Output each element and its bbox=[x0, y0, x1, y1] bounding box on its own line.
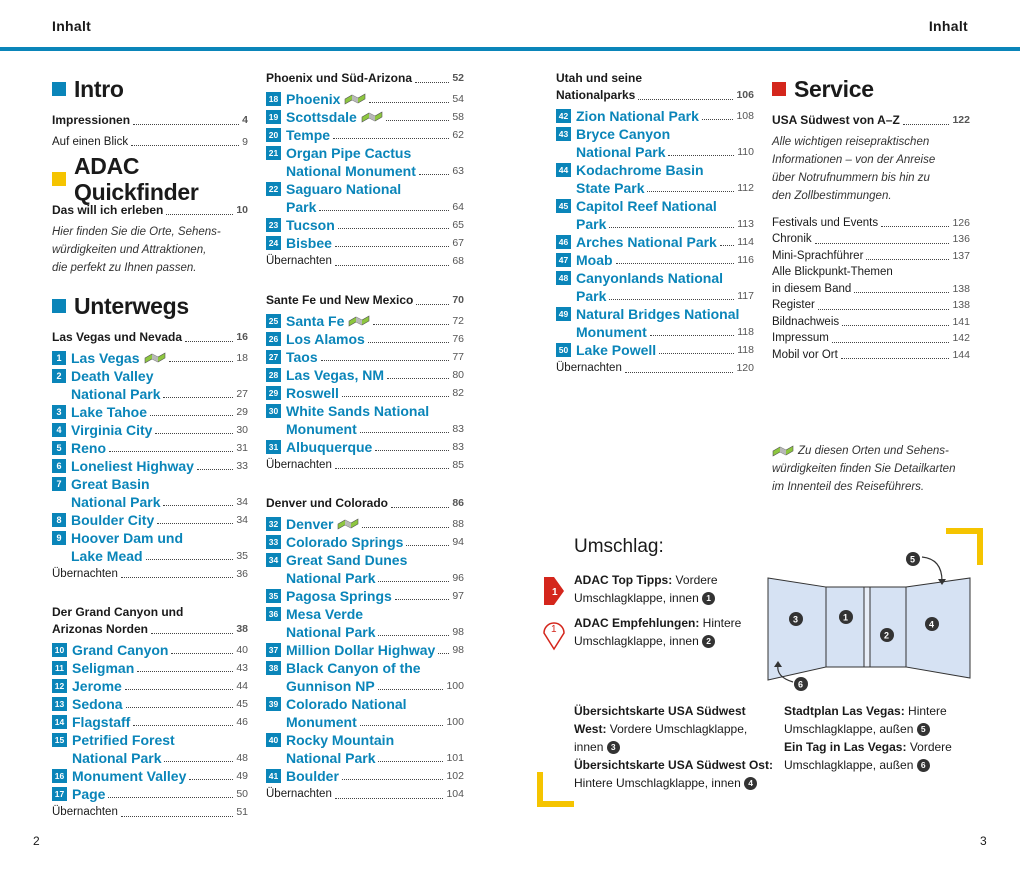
toc-line[interactable]: Impressionen 4 bbox=[52, 113, 248, 127]
entry-name: Page bbox=[72, 786, 106, 802]
entry-name: Boulder City bbox=[71, 511, 155, 528]
service-heading bbox=[772, 74, 970, 104]
entry-name: Black Canyon of the bbox=[286, 660, 421, 676]
entry-number-badge: 13 bbox=[52, 697, 67, 711]
entry-number-badge: 14 bbox=[52, 715, 67, 729]
entry-number-badge: 20 bbox=[266, 128, 281, 142]
empfehlung-badge-icon bbox=[543, 617, 565, 651]
toc-entry[interactable] bbox=[266, 659, 464, 677]
unterwegs-heading bbox=[52, 291, 248, 321]
entry-name: Grand Canyon bbox=[72, 642, 169, 658]
toc-entry[interactable]: Park 113 bbox=[576, 216, 754, 232]
toc-entry[interactable]: 11 Seligman 43 bbox=[52, 659, 248, 677]
entry-name: National Park bbox=[286, 750, 376, 766]
entry-number-badge: 47 bbox=[556, 253, 571, 267]
entry-name: Natural Bridges National bbox=[576, 306, 740, 322]
svg-text:1: 1 bbox=[552, 587, 558, 598]
entry-name: Bisbee bbox=[286, 235, 332, 251]
col1-groups bbox=[52, 329, 248, 821]
entry-number-badge: 11 bbox=[52, 661, 67, 675]
svg-text:5: 5 bbox=[910, 554, 916, 565]
entry-number-badge: 8 bbox=[52, 513, 66, 527]
toc-entry[interactable]: 18 Phoenix 54 bbox=[266, 90, 464, 108]
entry-name: Zion National Park bbox=[576, 108, 699, 124]
map-icon bbox=[337, 518, 359, 530]
map-icon bbox=[344, 93, 366, 105]
entry-number-badge: 25 bbox=[266, 314, 281, 328]
entry-name: Great Basin bbox=[71, 475, 150, 492]
entry-number-badge: 44 bbox=[556, 163, 571, 177]
number-circle: 1 bbox=[702, 592, 715, 605]
toc-entry[interactable] bbox=[266, 551, 464, 569]
toc-entry[interactable]: 50 Lake Powell 118 bbox=[556, 341, 754, 359]
toc-entry[interactable]: 42 Zion National Park 108 bbox=[556, 107, 754, 125]
diagram-label-2 bbox=[880, 628, 894, 642]
entry-number-badge: 12 bbox=[52, 679, 67, 693]
entry-name: Denver bbox=[286, 516, 334, 532]
overnight-line[interactable]: Übernachten 36 bbox=[52, 567, 248, 580]
service-item[interactable]: Bildnachweis 141 bbox=[772, 315, 970, 328]
entry-name: Gunnison NP bbox=[286, 678, 375, 694]
entry-name: Park bbox=[286, 199, 317, 215]
diagram-label-1 bbox=[839, 610, 853, 624]
entry-name: National Park bbox=[71, 493, 161, 510]
top-tipps-note: ADAC Top Tipps: Vordere Umschlagklappe, innen 1 bbox=[574, 573, 718, 605]
entry-number-badge: 18 bbox=[266, 92, 281, 106]
quickfinder-square-icon bbox=[52, 172, 66, 186]
quickfinder-heading bbox=[52, 153, 248, 205]
intro-title: Intro bbox=[74, 76, 124, 102]
toc-entry[interactable] bbox=[266, 180, 464, 198]
entry-number-badge: 21 bbox=[266, 146, 281, 160]
toc-entry[interactable]: 47 Moab 116 bbox=[556, 251, 754, 269]
entry-number-badge: 49 bbox=[556, 307, 571, 321]
entry-number-badge: 6 bbox=[52, 459, 66, 473]
column-4 bbox=[772, 70, 970, 363]
service-item[interactable]: Chronik 136 bbox=[772, 233, 970, 245]
entry-number-badge: 22 bbox=[266, 182, 281, 196]
entry-name: Rocky Mountain bbox=[286, 732, 395, 748]
service-title: Service bbox=[794, 76, 874, 102]
entry-name: Million Dollar Highway bbox=[286, 642, 436, 658]
toc-entry[interactable] bbox=[556, 125, 754, 143]
overview-maps-note: Übersichtskarte USA Südwest West: Vordere Umschlagklappe, innen 3 Übersichtskarte USA Südwest Ost: Hintere Umschlagklappe, innen 4 bbox=[574, 704, 773, 790]
entry-name: Colorado National bbox=[286, 696, 407, 712]
entry-number-badge: 40 bbox=[266, 733, 281, 747]
map-icon bbox=[772, 445, 794, 457]
toc-entry[interactable]: 31 Albuquerque 83 bbox=[266, 438, 464, 456]
entry-name: Flagstaff bbox=[72, 714, 131, 730]
toc-entry[interactable] bbox=[52, 529, 248, 547]
group-title[interactable]: Las Vegas und Nevada 16 bbox=[52, 329, 248, 344]
toc-entry[interactable]: National Park 48 bbox=[72, 750, 248, 766]
entry-number-badge: 39 bbox=[266, 697, 281, 711]
entry-number-badge: 33 bbox=[266, 535, 281, 549]
service-item[interactable]: Impressum 142 bbox=[772, 332, 970, 344]
toc-entry[interactable]: 24 Bisbee 67 bbox=[266, 234, 464, 252]
entry-name: Monument bbox=[576, 324, 647, 340]
entry-number-badge: 7 bbox=[52, 477, 66, 491]
toc-entry[interactable]: 16 Monument Valley 49 bbox=[52, 767, 248, 785]
umschlag-title: Umschlag: bbox=[574, 536, 664, 557]
header-right: Inhalt bbox=[928, 18, 968, 34]
toc-entry[interactable]: National Park 34 bbox=[71, 493, 248, 510]
column-2 bbox=[266, 70, 464, 803]
entry-name: Park bbox=[576, 216, 607, 232]
toc-entry[interactable]: State Park 112 bbox=[576, 180, 754, 196]
toc-entry[interactable]: Gunnison NP 100 bbox=[286, 678, 464, 694]
svg-text:6: 6 bbox=[798, 679, 804, 690]
entry-name: Lake Tahoe bbox=[71, 403, 147, 420]
entry-name: Kodachrome Basin bbox=[576, 162, 704, 178]
toc-entry[interactable]: 20 Tempe 62 bbox=[266, 126, 464, 144]
entry-name: Reno bbox=[71, 439, 106, 456]
svg-text:4: 4 bbox=[929, 619, 935, 630]
quickfinder-description: Hier finden Sie die Orte, Sehens- würdigkeiten und Attraktionen, die perfekt zu Ihnen passen. bbox=[52, 225, 221, 274]
diagram-label-6 bbox=[794, 677, 808, 691]
service-item[interactable]: Alle Blickpunkt-Themen bbox=[772, 266, 893, 278]
entry-name: Sedona bbox=[72, 696, 123, 712]
entry-name: Phoenix bbox=[286, 91, 341, 107]
entry-number-badge: 9 bbox=[52, 531, 66, 545]
toc-entry[interactable]: 19 Scottsdale 58 bbox=[266, 108, 464, 126]
entry-name: National Park bbox=[286, 570, 376, 586]
entry-number-badge: 28 bbox=[266, 368, 281, 382]
map-icon bbox=[348, 315, 370, 327]
entry-name: National Park bbox=[72, 750, 162, 766]
entry-number-badge: 23 bbox=[266, 218, 281, 232]
entry-name: Petrified Forest bbox=[72, 732, 175, 748]
entry-number-badge: 50 bbox=[556, 343, 571, 357]
entry-name: National Park bbox=[286, 624, 376, 640]
entry-number-badge: 43 bbox=[556, 127, 571, 141]
column-1 bbox=[52, 70, 248, 821]
entry-number-badge: 27 bbox=[266, 350, 281, 364]
empfehlungen-note: ADAC Empfehlungen: Hintere Umschlagklappe, innen 2 bbox=[574, 616, 742, 648]
entry-number-badge: 1 bbox=[52, 351, 66, 365]
entry-name: Lake Mead bbox=[71, 547, 143, 564]
toc-entry[interactable] bbox=[556, 161, 754, 179]
toc-entry[interactable]: 27 Taos 77 bbox=[266, 348, 464, 366]
entry-name: Moab bbox=[576, 252, 613, 268]
toc-entry[interactable]: National Park 98 bbox=[286, 624, 464, 640]
entry-name: Park bbox=[576, 288, 607, 304]
overnight-line[interactable]: Übernachten 85 bbox=[266, 458, 464, 471]
group-title[interactable]: Phoenix und Süd-Arizona 52 bbox=[266, 71, 464, 85]
entry-number-badge: 48 bbox=[556, 271, 571, 285]
svg-text:2: 2 bbox=[884, 630, 890, 641]
entry-number-badge: 46 bbox=[556, 235, 571, 249]
toc-entry[interactable]: 5 Reno 31 bbox=[52, 439, 248, 457]
toc-entry[interactable]: 46 Arches National Park 114 bbox=[556, 233, 754, 251]
toc-entry[interactable]: 14 Flagstaff 46 bbox=[52, 713, 248, 731]
toc-entry[interactable]: National Park 110 bbox=[576, 144, 754, 160]
group-title[interactable]: Arizonas Norden 38 bbox=[52, 622, 248, 636]
entry-number-badge: 19 bbox=[266, 110, 281, 124]
toc-entry[interactable]: 37 Million Dollar Highway 98 bbox=[266, 641, 464, 659]
service-item[interactable]: Mobil vor Ort 144 bbox=[772, 348, 970, 361]
entry-name: Lake Powell bbox=[576, 342, 657, 358]
overnight-line[interactable]: Übernachten 51 bbox=[52, 806, 248, 818]
number-circle: 3 bbox=[607, 741, 620, 754]
toc-entry[interactable]: National Park 101 bbox=[286, 750, 464, 766]
entry-name: Mesa Verde bbox=[286, 606, 364, 622]
toc-entry[interactable]: National Park 96 bbox=[286, 570, 464, 586]
toc-entry[interactable]: 8 Boulder City 34 bbox=[52, 511, 248, 529]
service-item[interactable]: in diesem Band 138 bbox=[772, 282, 970, 295]
entry-name: Virginia City bbox=[71, 421, 153, 438]
entry-number-badge: 15 bbox=[52, 733, 67, 747]
col3-groups bbox=[556, 70, 754, 377]
toc-line[interactable]: Das will ich erleben 10 bbox=[52, 203, 248, 217]
entry-name: Canyonlands National bbox=[576, 270, 724, 286]
toc-entry[interactable] bbox=[266, 605, 464, 623]
entry-number-badge: 31 bbox=[266, 440, 281, 454]
service-description: Alle wichtigen reisepraktischen Informationen – von der Anreise über Notrufnummern bis hin zu den Zollbestimmungen. bbox=[772, 135, 936, 202]
toc-entry[interactable]: Monument 118 bbox=[576, 324, 754, 340]
toc-entry[interactable]: 26 Los Alamos 76 bbox=[266, 330, 464, 348]
toc-entry[interactable] bbox=[266, 695, 464, 713]
entry-name: Bryce Canyon bbox=[576, 126, 671, 142]
map-icon bbox=[361, 111, 383, 123]
entry-number-badge: 30 bbox=[266, 404, 281, 418]
diagram-label-5 bbox=[906, 552, 920, 566]
entry-number-badge: 32 bbox=[266, 517, 281, 531]
unterwegs-title: Unterwegs bbox=[74, 292, 189, 319]
entry-name: Arches National Park bbox=[576, 234, 717, 250]
toc-entry[interactable]: 3 Lake Tahoe 29 bbox=[52, 403, 248, 421]
toc-entry[interactable]: 10 Grand Canyon 40 bbox=[52, 641, 248, 659]
svg-text:3: 3 bbox=[793, 614, 799, 625]
entry-number-badge: 42 bbox=[556, 109, 571, 123]
corner-mark-bottom-left bbox=[536, 770, 576, 810]
group-title[interactable]: Der Grand Canyon und bbox=[52, 605, 184, 619]
entry-name: Albuquerque bbox=[286, 438, 373, 455]
number-circle: 4 bbox=[744, 777, 757, 790]
toc-entry[interactable]: National Monument 63 bbox=[286, 163, 464, 179]
toc-entry[interactable] bbox=[556, 197, 754, 215]
entry-number-badge: 45 bbox=[556, 199, 571, 213]
toc-entry[interactable]: 32 Denver 88 bbox=[266, 515, 464, 533]
toc-entry[interactable]: Monument 100 bbox=[286, 714, 464, 730]
map-note: Zu diesen Orten und Sehens- würdigkeiten finden Sie Detailkarten im Innenteil des Reiseführers. bbox=[772, 445, 956, 493]
entry-number-badge: 29 bbox=[266, 386, 281, 400]
overnight-line[interactable]: Übernachten 120 bbox=[556, 362, 754, 374]
intro-square-icon bbox=[52, 82, 66, 96]
cover-diagram bbox=[760, 545, 980, 700]
toc-entry[interactable]: 1 Las Vegas 18 bbox=[52, 349, 248, 367]
toc-entry[interactable]: 29 Roswell 82 bbox=[266, 384, 464, 402]
entry-name: Capitol Reef National bbox=[576, 198, 717, 214]
entry-name: Las Vegas, NM bbox=[286, 366, 385, 383]
unterwegs-square-icon bbox=[52, 299, 66, 313]
toc-entry[interactable]: Park 64 bbox=[286, 199, 464, 215]
entry-name: State Park bbox=[576, 180, 645, 196]
entry-name: Monument bbox=[286, 420, 357, 437]
entry-name: Pagosa Springs bbox=[286, 588, 392, 604]
entry-number-badge: 41 bbox=[266, 769, 281, 783]
entry-number-badge: 5 bbox=[52, 441, 66, 455]
toc-entry[interactable] bbox=[556, 269, 754, 287]
service-items bbox=[772, 215, 970, 364]
toc-entry[interactable]: 4 Virginia City 30 bbox=[52, 421, 248, 439]
entry-name: Great Sand Dunes bbox=[286, 552, 408, 568]
entry-number-badge: 4 bbox=[52, 423, 66, 437]
quickfinder-title: ADAC Quickfinder bbox=[74, 153, 199, 205]
entry-name: National Park bbox=[71, 385, 161, 402]
group-title[interactable]: Denver und Colorado 86 bbox=[266, 496, 464, 510]
entry-name: Scottsdale bbox=[286, 109, 357, 125]
entry-number-badge: 2 bbox=[52, 369, 66, 383]
toc-line[interactable]: Auf einen Blick 9 bbox=[52, 135, 248, 148]
entry-name: Organ Pipe Cactus bbox=[286, 145, 412, 161]
entry-number-badge: 16 bbox=[52, 769, 67, 783]
entry-number-badge: 26 bbox=[266, 332, 281, 346]
entry-name: National Monument bbox=[286, 163, 416, 179]
header-left: Inhalt bbox=[52, 18, 92, 34]
number-circle: 6 bbox=[917, 759, 930, 772]
service-item[interactable]: Mini-Sprachführer 137 bbox=[772, 249, 970, 262]
toc-entry[interactable] bbox=[266, 402, 464, 420]
entry-name: Jerome bbox=[72, 678, 122, 694]
city-map-note: Stadtplan Las Vegas: Hintere Umschlagklappe, außen 5 Ein Tag in Las Vegas: Vordere Umschlagklappe, außen 6 bbox=[784, 704, 952, 772]
top-tipp-badge-icon bbox=[543, 575, 565, 607]
entry-name: Monument bbox=[286, 714, 357, 730]
page-number-right: 3 bbox=[980, 834, 987, 848]
entry-number-badge: 38 bbox=[266, 661, 281, 675]
entry-number-badge: 17 bbox=[52, 787, 67, 801]
toc-entry[interactable]: 35 Pagosa Springs 97 bbox=[266, 587, 464, 605]
toc-entry[interactable]: 6 Loneliest Highway 33 bbox=[52, 457, 248, 475]
number-circle: 5 bbox=[917, 723, 930, 736]
toc-entry[interactable]: 12 Jerome 44 bbox=[52, 677, 248, 695]
entry-number-badge: 34 bbox=[266, 553, 281, 567]
service-item[interactable]: Festivals und Events 126 bbox=[772, 216, 970, 229]
entry-name: Monument Valley bbox=[72, 768, 187, 784]
entry-number-badge: 10 bbox=[52, 643, 67, 657]
entry-name: Tucson bbox=[286, 217, 335, 233]
entry-name: Saguaro National bbox=[286, 181, 402, 197]
toc-entry[interactable] bbox=[52, 475, 248, 493]
header-rule bbox=[0, 47, 1020, 51]
entry-name: Las Vegas bbox=[71, 349, 140, 366]
intro-heading bbox=[52, 74, 248, 104]
entry-name: Los Alamos bbox=[286, 330, 365, 347]
service-item[interactable]: Register 138 bbox=[772, 299, 970, 311]
overnight-line[interactable]: Übernachten 68 bbox=[266, 255, 464, 267]
toc-entry[interactable]: 33 Colorado Springs 94 bbox=[266, 533, 464, 551]
entry-name: Seligman bbox=[72, 660, 135, 676]
entry-name: National Park bbox=[576, 144, 666, 160]
entry-number-badge: 36 bbox=[266, 607, 281, 621]
toc-entry[interactable] bbox=[52, 367, 248, 385]
entry-number-badge: 3 bbox=[52, 405, 66, 419]
entry-name: Taos bbox=[286, 348, 318, 365]
entry-number-badge: 35 bbox=[266, 589, 281, 603]
toc-entry[interactable]: 23 Tucson 65 bbox=[266, 216, 464, 234]
toc-entry[interactable]: 13 Sedona 45 bbox=[52, 695, 248, 713]
toc-entry[interactable] bbox=[266, 731, 464, 749]
group-title[interactable]: Nationalparks 106 bbox=[556, 88, 754, 102]
diagram-label-3 bbox=[789, 612, 803, 626]
entry-name: Roswell bbox=[286, 384, 339, 401]
entry-number-badge: 24 bbox=[266, 236, 281, 250]
entry-name: Hoover Dam und bbox=[71, 529, 184, 546]
page-number-left: 2 bbox=[33, 834, 40, 848]
entry-name: Boulder bbox=[286, 768, 339, 784]
entry-number-badge: 37 bbox=[266, 643, 281, 657]
toc-entry[interactable]: 41 Boulder 102 bbox=[266, 767, 464, 785]
entry-name: Tempe bbox=[286, 127, 331, 143]
col2-groups bbox=[266, 70, 464, 803]
toc-entry[interactable] bbox=[266, 144, 464, 162]
toc-entry[interactable] bbox=[556, 305, 754, 323]
map-icon bbox=[144, 352, 166, 364]
toc-entry[interactable]: Park 117 bbox=[576, 288, 754, 304]
toc-entry[interactable]: Monument 83 bbox=[286, 420, 464, 437]
toc-entry[interactable]: 28 Las Vegas, NM 80 bbox=[266, 366, 464, 384]
column-3 bbox=[556, 70, 754, 377]
svg-text:1: 1 bbox=[551, 624, 557, 635]
group-title[interactable]: Sante Fe und New Mexico 70 bbox=[266, 292, 464, 307]
diagram-label-4 bbox=[925, 617, 939, 631]
toc-line[interactable]: USA Südwest von A–Z 122 bbox=[772, 113, 970, 127]
number-circle: 2 bbox=[702, 635, 715, 648]
entry-name: Loneliest Highway bbox=[71, 457, 194, 474]
group-title[interactable]: Utah und seine bbox=[556, 71, 643, 85]
svg-text:1: 1 bbox=[843, 612, 849, 623]
toc-entry[interactable] bbox=[52, 731, 248, 749]
entry-name: White Sands National bbox=[286, 402, 430, 419]
entry-name: Santa Fe bbox=[286, 312, 345, 329]
toc-entry[interactable]: 17 Page 50 bbox=[52, 785, 248, 803]
overnight-line[interactable]: Übernachten 104 bbox=[266, 788, 464, 800]
service-square-icon bbox=[772, 82, 786, 96]
toc-entry[interactable]: National Park 27 bbox=[71, 385, 248, 402]
entry-name: Colorado Springs bbox=[286, 534, 404, 550]
entry-name: Death Valley bbox=[71, 367, 154, 384]
toc-entry[interactable]: 25 Santa Fe 72 bbox=[266, 312, 464, 330]
toc-entry[interactable]: Lake Mead 35 bbox=[71, 547, 248, 564]
